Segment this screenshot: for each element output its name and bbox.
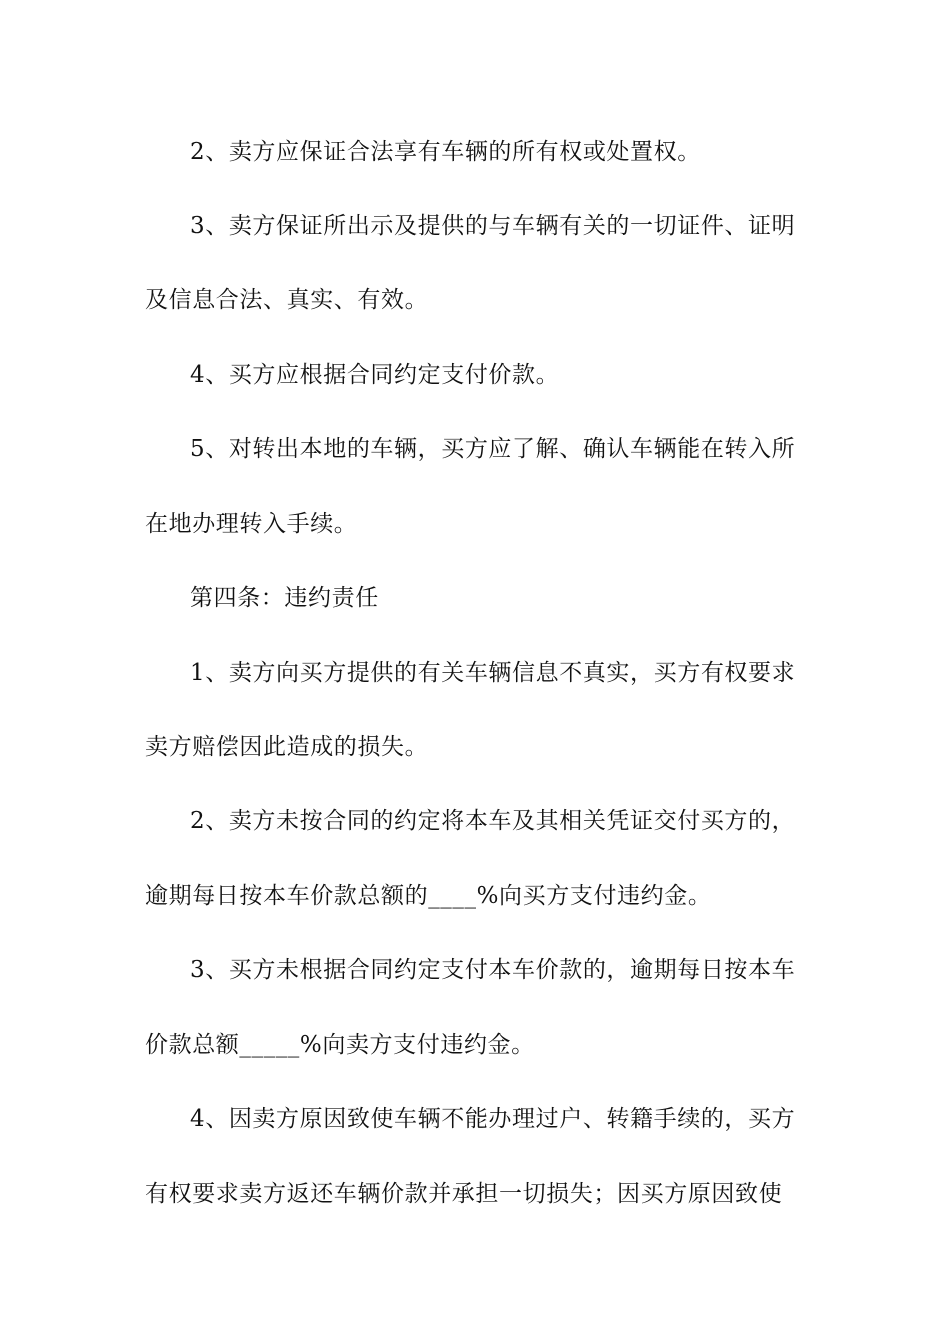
clause-seller-delivery-line-1: 2、卖方未按合同的约定将本车及其相关凭证交付买方的， xyxy=(190,808,796,834)
section-heading-breach-liability: 第四条：违约责任 xyxy=(190,585,379,611)
clause-buyer-late-payment-line-1: 3、买方未根据合同约定支付本车价款的，逾期每日按本车 xyxy=(190,957,796,983)
clause-transfer-failure-line-1: 4、因卖方原因致使车辆不能办理过户、转籍手续的，买方 xyxy=(190,1106,796,1132)
clause-seller-ownership: 2、卖方应保证合法享有车辆的所有权或处置权。 xyxy=(190,139,701,165)
clause-false-info-line-1: 1、卖方向买方提供的有关车辆信息不真实，买方有权要求 xyxy=(190,660,796,686)
clause-buyer-payment: 4、买方应根据合同约定支付价款。 xyxy=(190,362,560,388)
clause-buyer-late-payment-line-2: 价款总额_____%向卖方支付违约金。 xyxy=(145,1032,535,1058)
clause-false-info-line-2: 卖方赔偿因此造成的损失。 xyxy=(145,734,429,760)
clause-seller-documents-line-2: 及信息合法、真实、有效。 xyxy=(145,287,429,313)
clause-transfer-out-line-2: 在地办理转入手续。 xyxy=(145,511,358,537)
clause-seller-delivery-line-2: 逾期每日按本车价款总额的____%向买方支付违约金。 xyxy=(145,883,712,909)
clause-transfer-out-line-1: 5、对转出本地的车辆，买方应了解、确认车辆能在转入所 xyxy=(190,436,796,462)
clause-seller-documents-line-1: 3、卖方保证所出示及提供的与车辆有关的一切证件、证明 xyxy=(190,213,796,239)
clause-transfer-failure-line-2: 有权要求卖方返还车辆价款并承担一切损失；因买方原因致使 xyxy=(145,1181,783,1207)
